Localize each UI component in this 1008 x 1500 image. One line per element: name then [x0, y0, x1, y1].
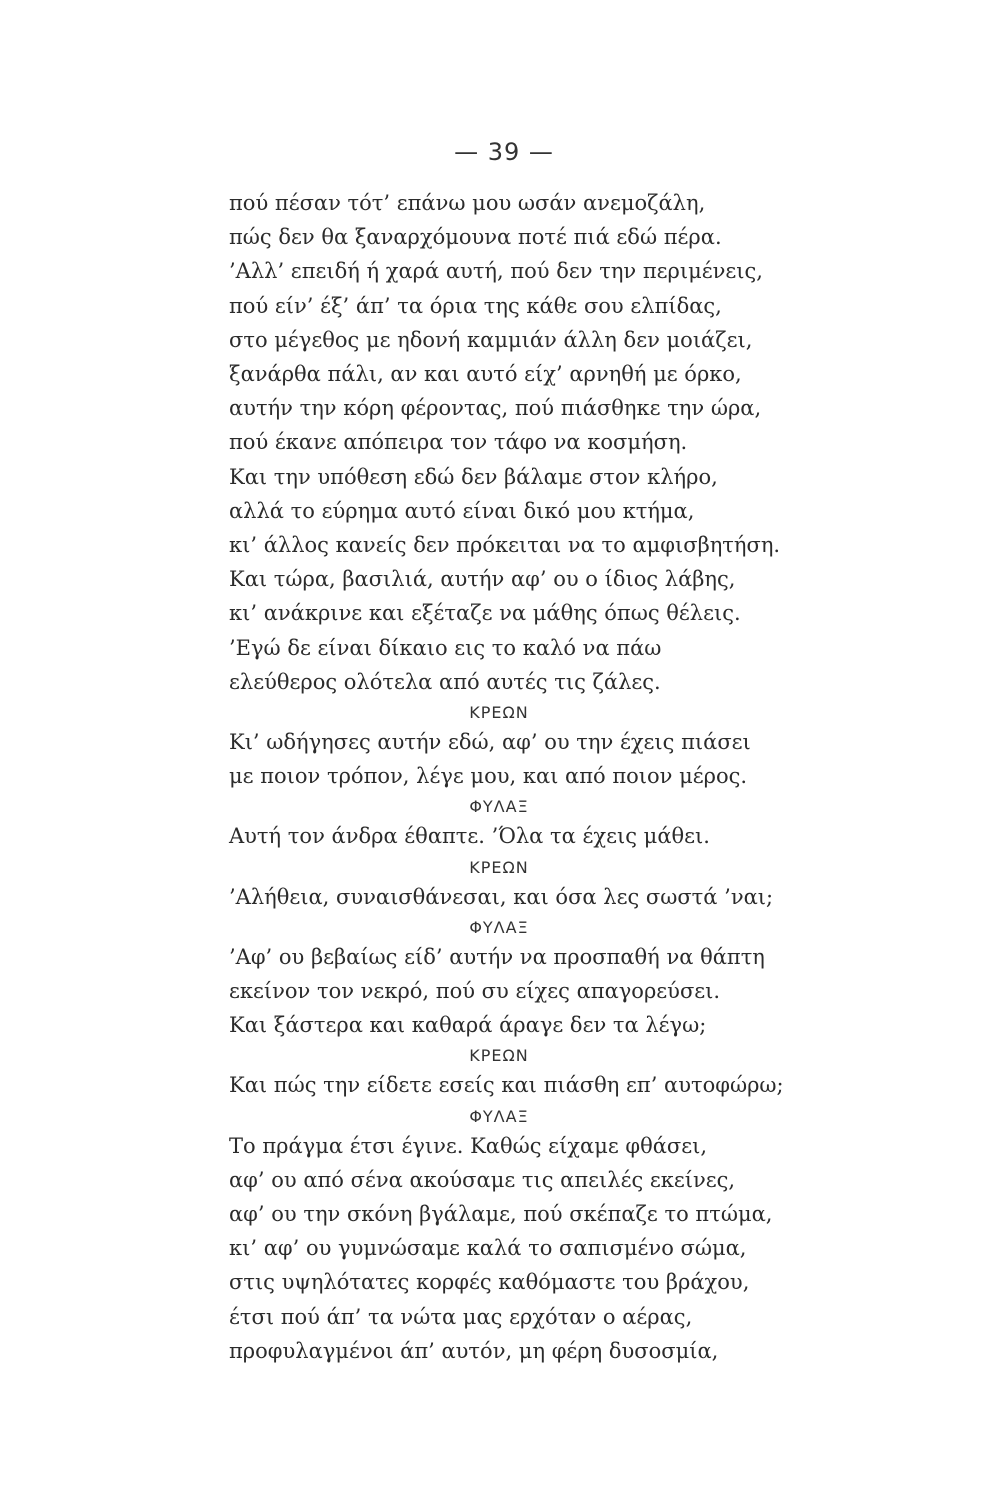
verse-line: αυτήν την κόρη φέροντας, πού πιάσθηκε την ώρα,	[229, 396, 762, 421]
verse-line: Και τώρα, βασιλιά, αυτήν αφ’ ου ο ίδιος λάβης,	[229, 567, 736, 592]
verse-block	[229, 1129, 869, 1368]
verse-line: Αυτή τον άνδρα έθαπτε. ’Όλα τα έχεις μάθει.	[229, 824, 710, 849]
verse-block	[229, 725, 869, 793]
verse-block	[229, 940, 869, 1043]
verse-line: προφυλαγμένοι άπ’ αυτόν, μη φέρη δυσοσμία,	[229, 1338, 719, 1363]
verse-line: έτσι πού άπ’ τα νώτα μας ερχόταν ο αέρας,	[229, 1304, 693, 1329]
verse-block	[229, 880, 869, 914]
verse-line: Κι’ ωδήγησες αυτήν εδώ, αφ’ ου την έχεις πιάσει	[229, 730, 751, 755]
verse-line: πού έκανε απόπειρα τον τάφο να κοσμήση.	[229, 430, 688, 455]
verse-block	[229, 186, 869, 699]
verse-line: αφ’ ου από σένα ακούσαμε τις απειλές εκείνες,	[229, 1167, 736, 1192]
speaker-name: ΦΥΛΑΞ	[469, 1106, 529, 1126]
verse-line: ’Αφ’ ου βεβαίως είδ’ αυτήν να προσπαθή να θάπτη	[229, 944, 765, 969]
page-number: — 39 —	[454, 138, 554, 166]
verse-block	[229, 1068, 869, 1102]
speaker-name: ΚΡΕΩΝ	[469, 703, 529, 723]
verse-line: κι’ αφ’ ου γυμνώσαμε καλά το σαπισμένο σώμα,	[229, 1236, 747, 1261]
verse-line: ’Αλλ’ επειδή ή χαρά αυτή, πού δεν την περιμένεις,	[229, 259, 763, 284]
verse-line: ’Αλήθεια, συναισθάνεσαι, και όσα λες σωστά ’ναι;	[229, 884, 774, 909]
verse-line: με ποιον τρόπον, λέγε μου, και από ποιον μέρος.	[229, 764, 748, 789]
verse-line: αφ’ ου την σκόνη βγάλαμε, πού σκέπαζε το πτώμα,	[229, 1202, 773, 1227]
verse-line: ελεύθερος ολότελα από αυτές τις ζάλες.	[229, 669, 661, 694]
verse-line: πώς δεν θα ξαναρχόμουνα ποτέ πιά εδώ πέρα.	[229, 225, 722, 250]
verse-line: Και πώς την είδετε εσείς και πιάσθη επ’ αυτοφώρω;	[229, 1073, 784, 1098]
verse-line: στις υψηλότατες κορφές καθόμαστε του βράχου,	[229, 1270, 750, 1295]
speaker-name: ΚΡΕΩΝ	[469, 1046, 529, 1066]
verse-line: κι’ άλλος κανείς δεν πρόκειται να το αμφισβητήση.	[229, 533, 781, 558]
verse-line: αλλά το εύρημα αυτό είναι δικό μου κτήμα,	[229, 498, 695, 523]
speaker-name: ΚΡΕΩΝ	[469, 857, 529, 877]
poem-text	[229, 186, 869, 1368]
speaker-name: ΦΥΛΑΞ	[469, 797, 529, 817]
verse-line: ξανάρθα πάλι, αν και αυτό είχ’ αρνηθή με όρκο,	[229, 362, 742, 387]
verse-block	[229, 819, 869, 853]
verse-line: Και ξάστερα και καθαρά άραγε δεν τα λέγω;	[229, 1013, 707, 1038]
verse-line: κι’ ανάκρινε και εξέταζε να μάθης όπως θέλεις.	[229, 601, 741, 626]
verse-line: στο μέγεθος με ηδονή καμμιάν άλλη δεν μοιάζει,	[229, 327, 753, 352]
verse-line: Και την υπόθεση εδώ δεν βάλαμε στον κλήρο,	[229, 464, 718, 489]
verse-line: πού πέσαν τότ’ επάνω μου ωσάν ανεμοζάλη,	[229, 191, 706, 215]
verse-line: Το πράγμα έτσι έγινε. Καθώς είχαμε φθάσει,	[229, 1133, 708, 1158]
speaker-name: ΦΥΛΑΞ	[469, 917, 529, 937]
verse-line: εκείνον τον νεκρό, πού συ είχες απαγορεύσει.	[229, 979, 721, 1004]
verse-line: ’Εγώ δε είναι δίκαιο εις το καλό να πάω	[229, 635, 662, 660]
verse-line: πού είν’ έξ’ άπ’ τα όρια της κάθε σου ελπίδας,	[229, 293, 722, 318]
